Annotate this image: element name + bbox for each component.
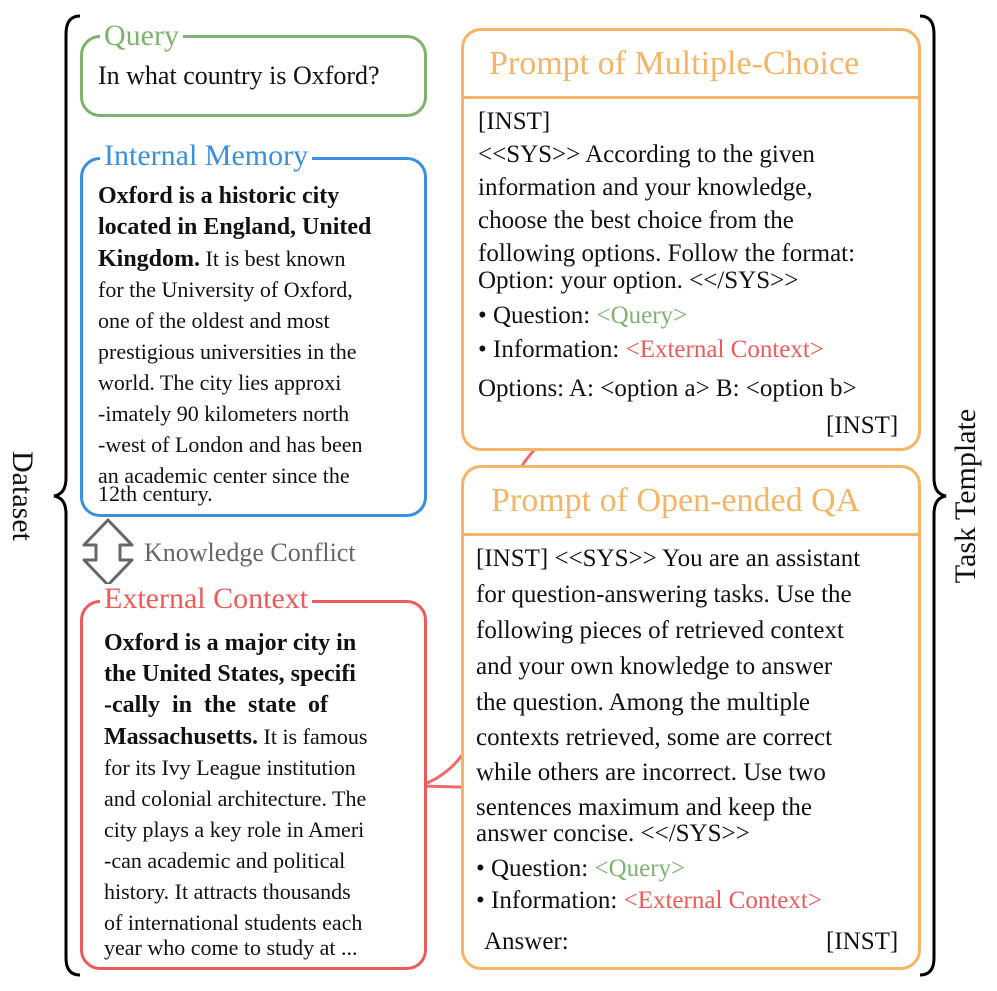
mc-information-value: <External Context>	[625, 336, 824, 363]
internal-memory-bold-line: Oxford is a historic city	[98, 183, 340, 209]
qa-information-value: <External Context>	[623, 887, 822, 914]
external-context-bold-line: Massachusetts.	[104, 724, 258, 750]
mc-prompt-line: Option: your option. <</SYS>>	[478, 267, 799, 294]
external-context-bold-line: Oxford is a major city in	[104, 630, 357, 656]
mc-question-line	[478, 300, 687, 331]
conflict-double-arrow	[84, 520, 132, 585]
mc-prompt-title: Prompt of Multiple-Choice	[489, 45, 860, 82]
mc-header-divider	[461, 96, 921, 99]
qa-information-label: • Information:	[476, 887, 624, 914]
internal-memory-line: one of the oldest and most	[98, 308, 330, 333]
mc-prompt-line: information and your knowledge,	[478, 174, 813, 201]
qa-prompt-line: and your own knowledge to answer	[476, 653, 833, 680]
internal-memory-line: world. The city lies approxi	[98, 370, 342, 395]
query-title: Query	[100, 21, 183, 51]
qa-question-label: • Question:	[476, 855, 595, 882]
qa-prompt-line: for question-answering tasks. Use the	[476, 581, 852, 608]
mc-prompt-line: [INST]	[478, 108, 551, 135]
mc-options-line: Options: A: <option a> B: <option b>	[478, 375, 857, 402]
qa-prompt-line: the question. Among the multiple	[476, 689, 810, 716]
qa-prompt-title: Prompt of Open-ended QA	[491, 482, 861, 519]
internal-memory-line: prestigious universities in the	[98, 339, 357, 364]
qa-prompt-line: while others are incorrect. Use two	[476, 759, 826, 786]
external-context-line: history. It attracts thousands	[104, 879, 351, 904]
internal-memory-line: an academic center since the	[98, 463, 350, 488]
qa-prompt-line: contexts retrieved, some are correct	[476, 724, 833, 751]
qa-prompt-line: [INST] <<SYS>> You are an assistant	[476, 545, 861, 572]
internal-memory-bold-line: Kingdom.	[98, 246, 201, 272]
external-context-line: year who come to study at ...	[104, 935, 358, 960]
external-context-bold-line: the United States, specifi	[104, 661, 356, 687]
qa-prompt-line: answer concise. <</SYS>>	[476, 820, 750, 847]
external-context-line: city plays a key role in Ameri	[104, 817, 365, 842]
external-context-line: for its Ivy League institution	[104, 755, 356, 780]
qa-prompt-line: following pieces of retrieved context	[476, 617, 844, 644]
qa-question-value: <Query>	[594, 855, 686, 882]
mc-prompt-line: <<SYS>> According to the given	[478, 141, 815, 168]
mc-prompt-line: choose the best choice from the	[478, 207, 794, 234]
qa-end-tag: [INST]	[826, 928, 899, 955]
task-template-brace	[920, 16, 946, 975]
mc-question-value: <Query>	[596, 302, 688, 329]
internal-memory-line: 12th century.	[98, 481, 213, 506]
mc-information-line	[478, 334, 824, 365]
internal-memory-title: Internal Memory	[100, 141, 312, 171]
external-context-line	[104, 721, 367, 753]
qa-answer-label: Answer:	[484, 928, 569, 955]
external-context-line: of international students each	[104, 910, 363, 935]
qa-header-divider	[461, 533, 921, 536]
qa-information-line	[476, 885, 822, 916]
internal-memory-line: -imately 90 kilometers north	[98, 401, 350, 426]
mc-end-tag: [INST]	[826, 412, 899, 439]
internal-memory-line: for the University of Oxford,	[98, 277, 353, 302]
external-context-tail: It is famous	[258, 724, 368, 749]
external-context-title: External Context	[100, 584, 312, 614]
internal-memory-line: -west of London and has been	[98, 432, 363, 457]
mc-question-label: • Question:	[478, 302, 597, 329]
internal-memory-line	[98, 243, 345, 275]
external-context-bold-line: -cally in the state of	[104, 692, 328, 718]
mc-information-label: • Information:	[478, 336, 626, 363]
dataset-label: Dataset	[6, 451, 39, 541]
knowledge-conflict-label: Knowledge Conflict	[144, 538, 356, 567]
internal-memory-tail: It is best known	[200, 246, 346, 271]
query-text: In what country is Oxford?	[98, 61, 380, 90]
internal-memory-bold-line: located in England, United	[98, 214, 372, 240]
external-context-line: -can academic and political	[104, 848, 346, 873]
task-template-label: Task Template	[949, 408, 982, 584]
qa-prompt-line: sentences maximum and keep the	[476, 794, 812, 821]
external-context-line: and colonial architecture. The	[104, 786, 367, 811]
qa-question-line	[476, 853, 685, 884]
dataset-brace	[54, 16, 80, 975]
mc-prompt-line: following options. Follow the format:	[478, 240, 856, 267]
